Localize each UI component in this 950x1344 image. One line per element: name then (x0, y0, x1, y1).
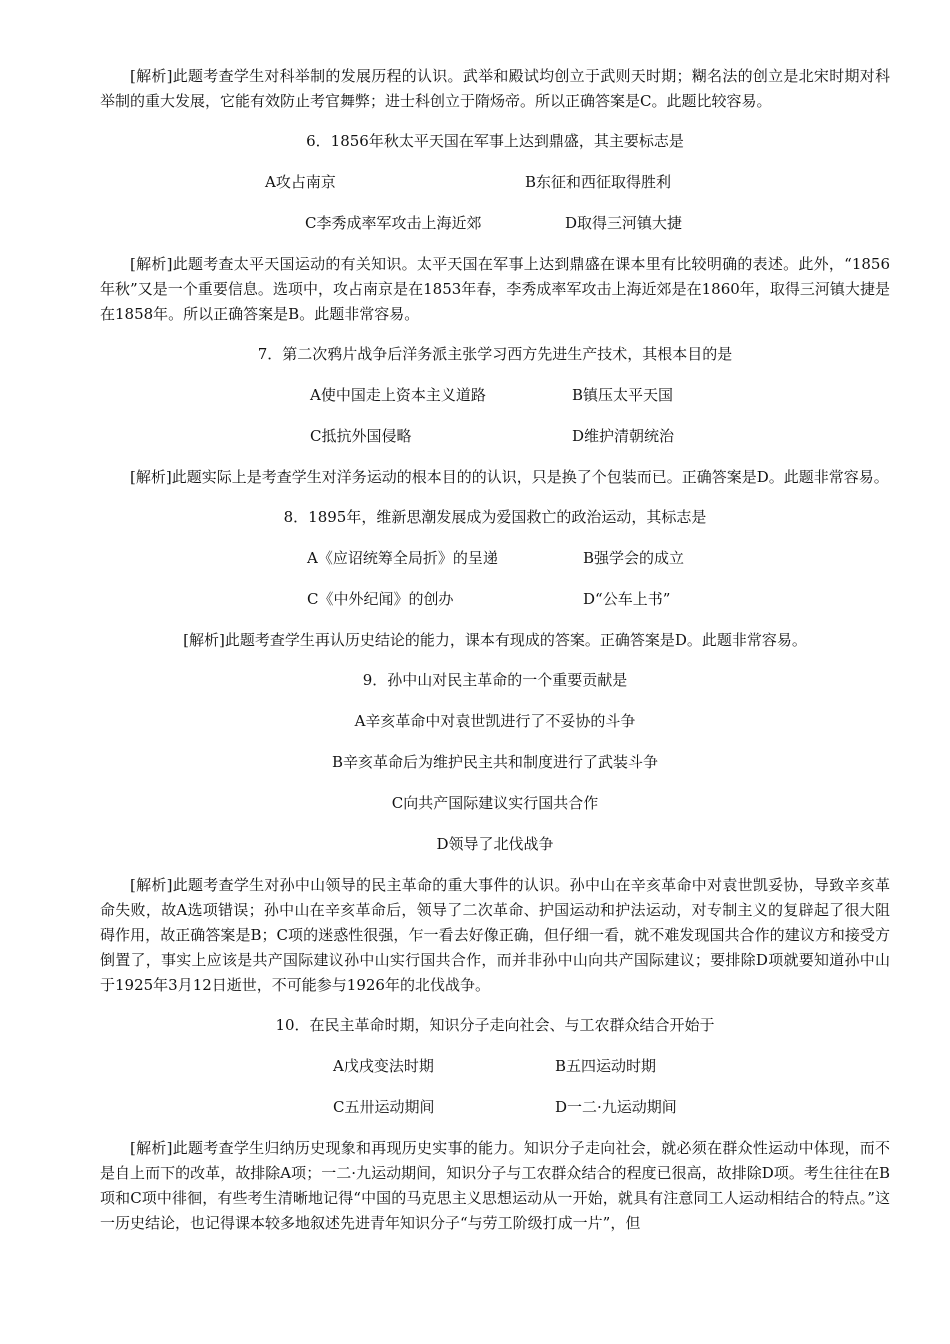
question-8-option-c: C《中外纪闻》的创办 (307, 590, 454, 608)
question-7-option-d: D维护清朝统治 (572, 427, 675, 445)
question-6-options-row1 (100, 170, 890, 195)
question-10-options-row2 (100, 1095, 890, 1120)
question-6-option-a: A攻占南京 (265, 173, 336, 191)
question-6-option-c: C李秀成率军攻击上海近郊 (305, 214, 482, 232)
question-10-option-d: D一二·九运动期间 (555, 1098, 677, 1116)
question-9-stem: 9．孙中山对民主革命的一个重要贡献是 (362, 671, 628, 689)
document-page (100, 64, 890, 1236)
question-8-options-row2 (100, 587, 890, 612)
question-6-stem: 6．1856年秋太平天国在军事上达到鼎盛，其主要标志是 (306, 132, 684, 150)
question-6-option-b: B东征和西征取得胜利 (525, 173, 672, 191)
question-8-option-d: D“公车上书” (583, 590, 671, 608)
question-8-option-a: A《应诏统筹全局折》的呈递 (307, 549, 498, 567)
question-10-option-a: A戊戌变法时期 (333, 1057, 434, 1075)
question-10-options-row1 (100, 1054, 890, 1079)
question-9-option-a: A辛亥革命中对袁世凯进行了不妥协的斗争 (354, 712, 636, 730)
question-7-option-c: C抵抗外国侵略 (310, 427, 412, 445)
question-7-option-b: B镇压太平天国 (572, 386, 674, 404)
question-6-option-d: D取得三河镇大捷 (565, 214, 683, 232)
analysis-q10: [解析]此题考查学生归纳历史现象和再现历史实事的能力。知识分子走向社会，就必须在群众性运动中体现，而不是自上而下的改革，故排除A项；一二·九运动期间，知识分子与工农群众结合的程度已很高，故排除D项。考生往往在B项和C项中徘徊，有些考生清晰地记得“中国的马克思主义思想运动从一开始，就具有注意同工人运动相结合的特点。”这一历史结论，也记得课本较多地叙述先进青年知识分子“与劳工阶级打成一片”，但 (100, 1139, 890, 1232)
question-6-options-row2 (100, 211, 890, 236)
analysis-q6: [解析]此题考查太平天国运动的有关知识。太平天国在军事上达到鼎盛在课本里有比较明确的表述。此外，“1856年秋”又是一个重要信息。选项中，攻占南京是在1853年春，李秀成率军攻击上海近郊是在1860年，取得三河镇大捷是在1858年。所以正确答案是B。此题非常容易。 (100, 255, 890, 323)
analysis-q7: [解析]此题实际上是考查学生对洋务运动的根本目的的认识，只是换了个包装而已。正确答案是D。此题非常容易。 (130, 468, 889, 486)
question-8-option-b: B强学会的成立 (583, 549, 685, 567)
analysis-q8: [解析]此题考查学生再认历史结论的能力，课本有现成的答案。正确答案是D。此题非常容易。 (183, 631, 807, 649)
question-8-options-row1 (100, 546, 890, 571)
analysis-q5: [解析]此题考查学生对科举制的发展历程的认识。武举和殿试均创立于武则天时期；糊名法的创立是北宋时期对科举制的重大发展，它能有效防止考官舞弊；进士科创立于隋炀帝。所以正确答案是C。此题比较容易。 (100, 67, 890, 110)
question-10-stem: 10．在民主革命时期，知识分子走向社会、与工农群众结合开始于 (275, 1016, 715, 1034)
question-9-option-c: C向共产国际建议实行国共合作 (391, 794, 599, 812)
question-8-stem: 8．1895年，维新思潮发展成为爱国救亡的政治运动，其标志是 (283, 508, 707, 526)
question-7-option-a: A使中国走上资本主义道路 (310, 386, 486, 404)
question-10-option-b: B五四运动时期 (555, 1057, 657, 1075)
question-9-option-b: B辛亥革命后为维护民主共和制度进行了武装斗争 (331, 753, 659, 771)
analysis-q9: [解析]此题考查学生对孙中山领导的民主革命的重大事件的认识。孙中山在辛亥革命中对袁世凯妥协，导致辛亥革命失败，故A选项错误；孙中山在辛亥革命后，领导了二次革命、护国运动和护法运动，对专制主义的复辟起了很大阻碍作用，故正确答案是B；C项的迷惑性很强，乍一看去好像正确，但仔细一看，就不难发现国共合作的建议方和接受方倒置了，事实上应该是共产国际建议孙中山实行国共合作，而并非孙中山向共产国际建议；要排除D项就要知道孙中山于1925年3月12日逝世，不可能参与1926年的北伐战争。 (100, 876, 890, 994)
question-10-option-c: C五卅运动期间 (333, 1098, 435, 1116)
question-9-option-d: D领导了北伐战争 (436, 835, 554, 853)
question-7-options-row1 (100, 383, 890, 408)
question-7-options-row2 (100, 424, 890, 449)
question-7-stem: 7．第二次鸦片战争后洋务派主张学习西方先进生产技术，其根本目的是 (257, 345, 733, 363)
